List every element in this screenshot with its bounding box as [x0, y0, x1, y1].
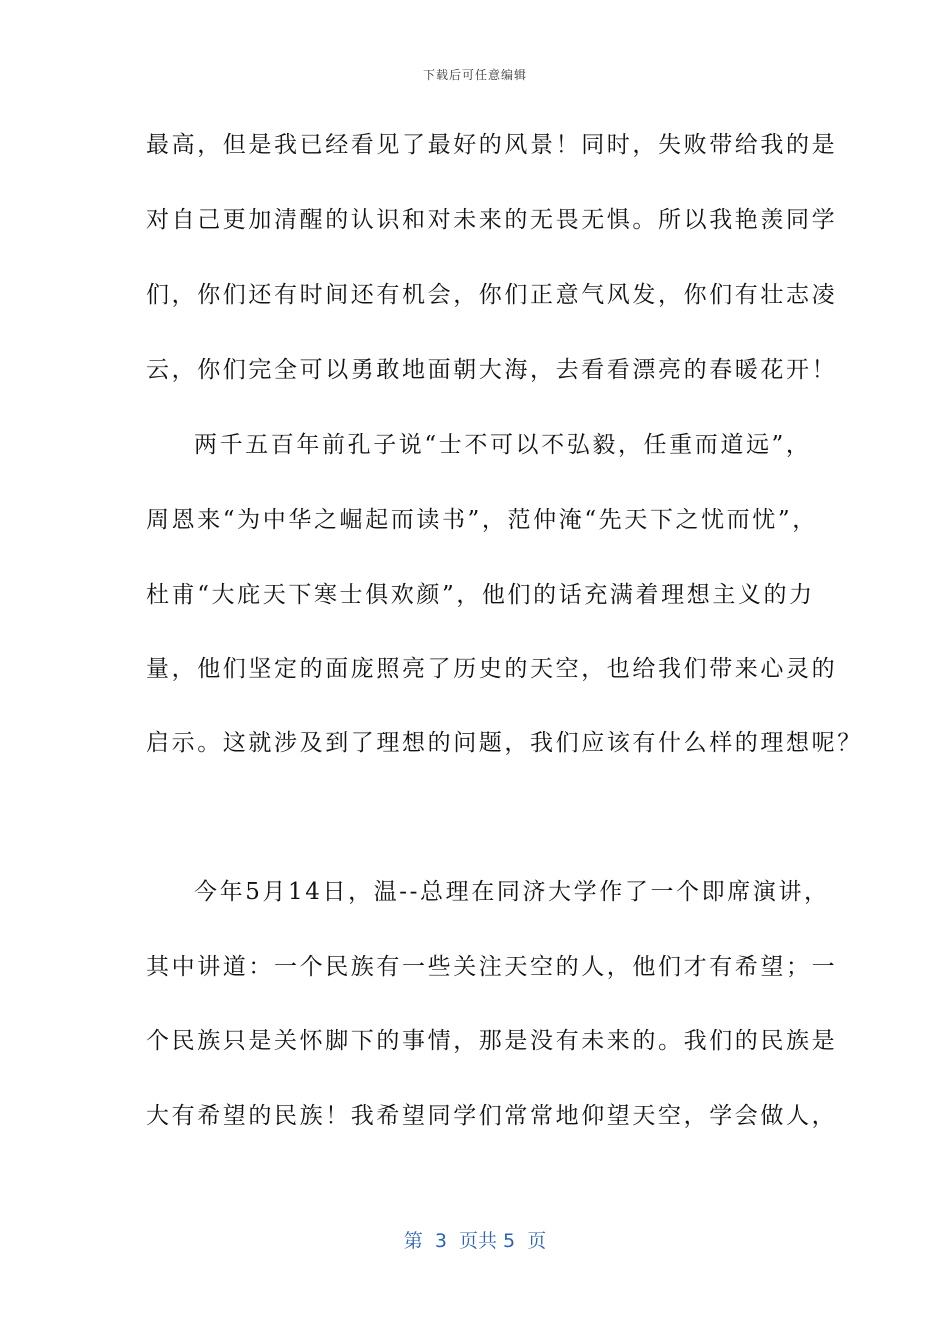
body-line: 们，你们还有时间还有机会，你们正意气风发，你们有壮志凌	[146, 282, 838, 308]
body-line: 云，你们完全可以勇敢地面朝大海，去看看漂亮的春暖花开！	[146, 357, 838, 383]
body-line: 其中讲道：一个民族有一些关注天空的人，他们才有希望；一	[146, 954, 838, 980]
body-line: 大有希望的民族！我希望同学们常常地仰望天空，学会做人，	[146, 1103, 838, 1129]
page-number-footer: 第 3 页共 5 页	[403, 1230, 547, 1252]
body-line: 最高，但是我已经看见了最好的风景！同时，失败带给我的是	[146, 132, 838, 158]
body-line: 杜甫“大庇天下寒士俱欢颜”，他们的话充满着理想主义的力	[146, 582, 815, 608]
body-line: 周恩来“为中华之崛起而读书”，范仲淹“先天下之忧而忧”，	[146, 507, 818, 533]
page-header: 下载后可任意编辑	[422, 68, 527, 82]
body-line: 个民族只是关怀脚下的事情，那是没有未来的。我们的民族是	[146, 1028, 838, 1054]
body-line: 对自己更加清醒的认识和对未来的无畏无惧。所以我艳羡同学	[146, 207, 838, 233]
paragraph-start-line: 今年5月14日，温--总理在同济大学作了一个即席演讲，	[194, 879, 830, 905]
body-line: 启示。这就涉及到了理想的问题，我们应该有什么样的理想呢？	[146, 730, 863, 756]
paragraph-start-line: 两千五百年前孔子说“士不可以不弘毅，任重而道远”，	[194, 432, 812, 458]
body-line: 量，他们坚定的面庞照亮了历史的天空，也给我们带来心灵的	[146, 656, 838, 682]
